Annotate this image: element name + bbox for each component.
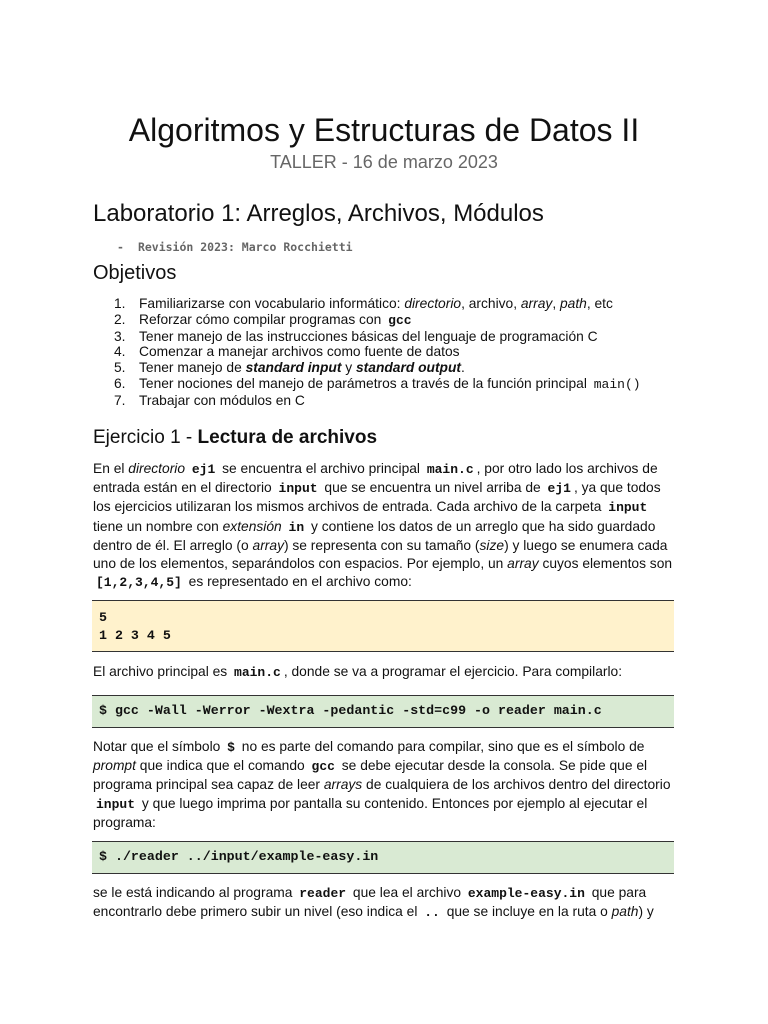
run-command <box>92 841 674 874</box>
document-title: Algoritmos y Estructuras de Datos II <box>128 112 640 148</box>
revision-dash: - <box>117 240 124 254</box>
objective-item: 6. Tener nociones del manejo de parámetros a través de la función principal main() <box>114 375 641 392</box>
objective-item: 3. Tener manejo de las instrucciones básicas del lenguaje de programación C <box>114 328 598 344</box>
lab-title: Laboratorio 1: Arreglos, Archivos, Módulos <box>93 200 544 227</box>
exercise1-paragraph-3: Notar que el símbolo $ no es parte del comando para compilar, sino que es el símbolo de prompt que indica que el comando gcc se debe ejecutar desde la consola. Se pide que el programa principal sea capaz de leer arrays de cualquiera de los archivos dentro del directorio input y que luego imprima por pantalla su contenido. Entonces por ejemplo al ejecutar el programa: <box>93 739 671 830</box>
objective-item: 1. Familiarizarse con vocabulario informático: directorio, archivo, array, path, etc <box>114 296 613 311</box>
code-line: 5 <box>99 610 107 625</box>
objective-item: 7. Trabajar con módulos en C <box>114 392 305 408</box>
objectives-heading: Objetivos <box>93 262 177 284</box>
array-file-example <box>92 600 674 652</box>
exercise1-paragraph-1: En el directorio ej1 se encuentra el archivo principal main.c , por otro lado los archivos de entrada están en el directorio input que se encuentra un nivel arriba de ej1 , ya que todos los ejercicios utilizaran los mismos archivos de entrada. Cada archivo de la carpeta input tiene un nombre con extensión in y contiene los datos de un arreglo que ha sido guardado dentro de él. El arreglo (o array) se representa con su tamaño (size) y luego se enumera cada uno de los elementos, separándolos con espacios. Por ejemplo, un array cuyos elementos son [1,2,3,4,5] es representado en el archivo como: <box>93 461 673 591</box>
objective-item: 4. Comenzar a manejar archivos como fuente de datos <box>114 344 460 360</box>
revision-text: Revisión 2023: Marco Rocchietti <box>137 240 353 254</box>
code-line: 1 2 3 4 5 <box>99 628 171 643</box>
compile-command <box>92 695 674 728</box>
code-line: $ ./reader ../input/example-easy.in <box>99 849 379 864</box>
exercise1-paragraph-4: se le está indicando al programa reader que lea el archivo example-easy.in que para encontrarlo debe primero subir un nivel (eso indica el .. que se incluye en la ruta o path) y <box>93 885 654 921</box>
document-subtitle: TALLER - 16 de marzo 2023 <box>270 152 498 172</box>
exercise1-paragraph-2: El archivo principal es main.c , donde se va a programar el ejercicio. Para compilarlo: <box>93 664 623 680</box>
code-line: $ gcc -Wall -Werror -Wextra -pedantic -std=c99 -o reader main.c <box>99 703 602 718</box>
exercise1-heading: Ejercicio 1 - Lectura de archivos <box>93 427 378 448</box>
objectives-list <box>114 296 644 409</box>
objective-item: 2. Reforzar cómo compilar programas con gcc <box>114 311 412 328</box>
objective-item: 5. Tener manejo de standard input y standard output. <box>114 360 465 376</box>
revision-line <box>117 240 353 254</box>
